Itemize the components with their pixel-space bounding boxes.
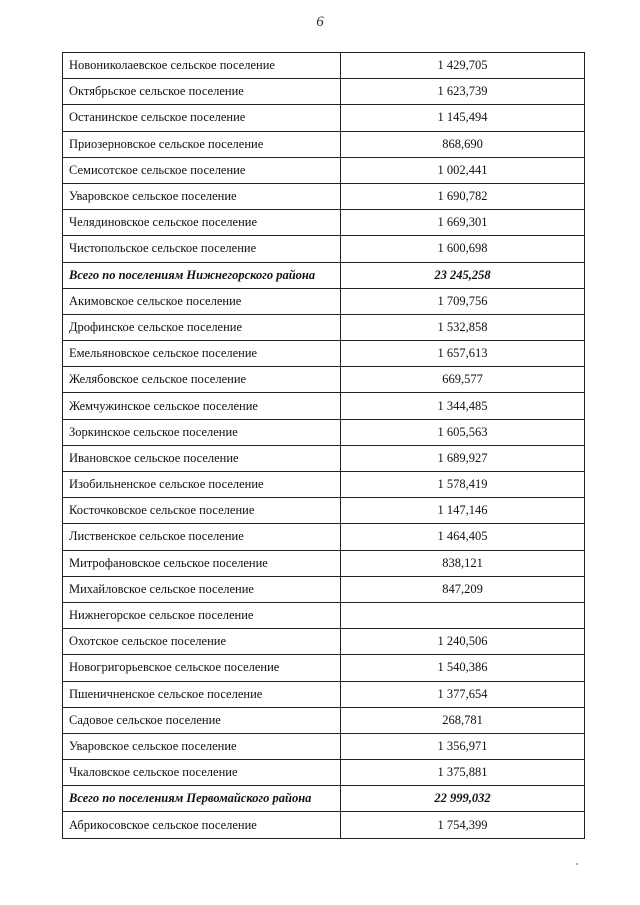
settlement-name: Октябрьское сельское поселение — [63, 79, 341, 105]
settlement-name: Косточковское сельское поселение — [63, 498, 341, 524]
settlement-name: Останинское сельское поселение — [63, 105, 341, 131]
settlement-name: Чкаловское сельское поселение — [63, 760, 341, 786]
page-number: 6 — [316, 14, 324, 30]
district-total-value: 23 245,258 — [341, 262, 585, 288]
table-row — [63, 707, 585, 733]
settlement-name: Митрофановское сельское поселение — [63, 550, 341, 576]
table-row — [63, 655, 585, 681]
settlement-name: Пшеничненское сельское поселение — [63, 681, 341, 707]
allocation-value: 1 578,419 — [341, 472, 585, 498]
settlement-name: Новогригорьевское сельское поселение — [63, 655, 341, 681]
table-body — [63, 53, 585, 839]
settlement-name: Лиственское сельское поселение — [63, 524, 341, 550]
table-row — [63, 576, 585, 602]
district-total-label: Всего по поселениям Первомайского района — [63, 786, 341, 812]
table-row — [63, 79, 585, 105]
table-row — [63, 812, 585, 838]
allocation-value: 1 145,494 — [341, 105, 585, 131]
settlement-name: Нижнегорское сельское поселение — [63, 602, 341, 628]
settlement-allocation-table — [62, 52, 585, 839]
district-total-label: Всего по поселениям Нижнегорского района — [63, 262, 341, 288]
table-row — [63, 210, 585, 236]
allocation-value: 1 754,399 — [341, 812, 585, 838]
table-row — [63, 341, 585, 367]
allocation-value — [341, 602, 585, 628]
table-row — [63, 629, 585, 655]
settlement-name: Уваровское сельское поселение — [63, 183, 341, 209]
settlement-name: Жемчужинское сельское поселение — [63, 393, 341, 419]
table-row — [63, 760, 585, 786]
allocation-value: 847,209 — [341, 576, 585, 602]
settlement-name: Михайловское сельское поселение — [63, 576, 341, 602]
settlement-name: Челядиновское сельское поселение — [63, 210, 341, 236]
allocation-value: 1 540,386 — [341, 655, 585, 681]
table-row — [63, 53, 585, 79]
table-row — [63, 472, 585, 498]
table-row — [63, 498, 585, 524]
allocation-value: 1 669,301 — [341, 210, 585, 236]
settlement-name: Охотское сельское поселение — [63, 629, 341, 655]
settlement-name: Новониколаевское сельское поселение — [63, 53, 341, 79]
allocation-value: 1 147,146 — [341, 498, 585, 524]
allocation-value: 1 344,485 — [341, 393, 585, 419]
allocation-value: 1 002,441 — [341, 157, 585, 183]
table-row — [63, 681, 585, 707]
settlement-name: Чистопольское сельское поселение — [63, 236, 341, 262]
district-total-value: 22 999,032 — [341, 786, 585, 812]
table-row — [63, 445, 585, 471]
allocation-value: 1 240,506 — [341, 629, 585, 655]
table-row — [63, 524, 585, 550]
table-row — [63, 288, 585, 314]
table-row — [63, 236, 585, 262]
settlement-name: Желябовское сельское поселение — [63, 367, 341, 393]
table-row — [63, 105, 585, 131]
allocation-value: 669,577 — [341, 367, 585, 393]
allocation-value: 1 657,613 — [341, 341, 585, 367]
allocation-value: 1 377,654 — [341, 681, 585, 707]
allocation-value: 1 690,782 — [341, 183, 585, 209]
settlement-name: Приозерновское сельское поселение — [63, 131, 341, 157]
allocation-value: 1 375,881 — [341, 760, 585, 786]
allocation-value: 1 623,739 — [341, 79, 585, 105]
allocation-value: 1 605,563 — [341, 419, 585, 445]
settlement-name: Садовое сельское поселение — [63, 707, 341, 733]
table-row — [63, 733, 585, 759]
scan-speck — [576, 863, 578, 865]
settlement-name: Уваровское сельское поселение — [63, 733, 341, 759]
settlement-name: Дрофинское сельское поселение — [63, 314, 341, 340]
settlement-name: Абрикосовское сельское поселение — [63, 812, 341, 838]
table-row-total — [63, 262, 585, 288]
settlement-name: Семисотское сельское поселение — [63, 157, 341, 183]
allocation-value: 1 709,756 — [341, 288, 585, 314]
allocation-value: 1 600,698 — [341, 236, 585, 262]
allocation-value: 868,690 — [341, 131, 585, 157]
settlement-name: Акимовское сельское поселение — [63, 288, 341, 314]
table-row — [63, 602, 585, 628]
table-row-total — [63, 786, 585, 812]
table-row — [63, 131, 585, 157]
allocation-value: 1 532,858 — [341, 314, 585, 340]
table-row — [63, 157, 585, 183]
allocation-value: 1 356,971 — [341, 733, 585, 759]
settlement-name: Емельяновское сельское поселение — [63, 341, 341, 367]
allocation-value: 1 689,927 — [341, 445, 585, 471]
allocation-value: 838,121 — [341, 550, 585, 576]
table-row — [63, 550, 585, 576]
table-row — [63, 367, 585, 393]
allocation-value: 1 464,405 — [341, 524, 585, 550]
settlement-name: Ивановское сельское поселение — [63, 445, 341, 471]
allocation-value: 1 429,705 — [341, 53, 585, 79]
table-row — [63, 393, 585, 419]
table-row — [63, 183, 585, 209]
allocation-value: 268,781 — [341, 707, 585, 733]
settlement-name: Изобильненское сельское поселение — [63, 472, 341, 498]
table-row — [63, 419, 585, 445]
table-row — [63, 314, 585, 340]
settlement-name: Зоркинское сельское поселение — [63, 419, 341, 445]
